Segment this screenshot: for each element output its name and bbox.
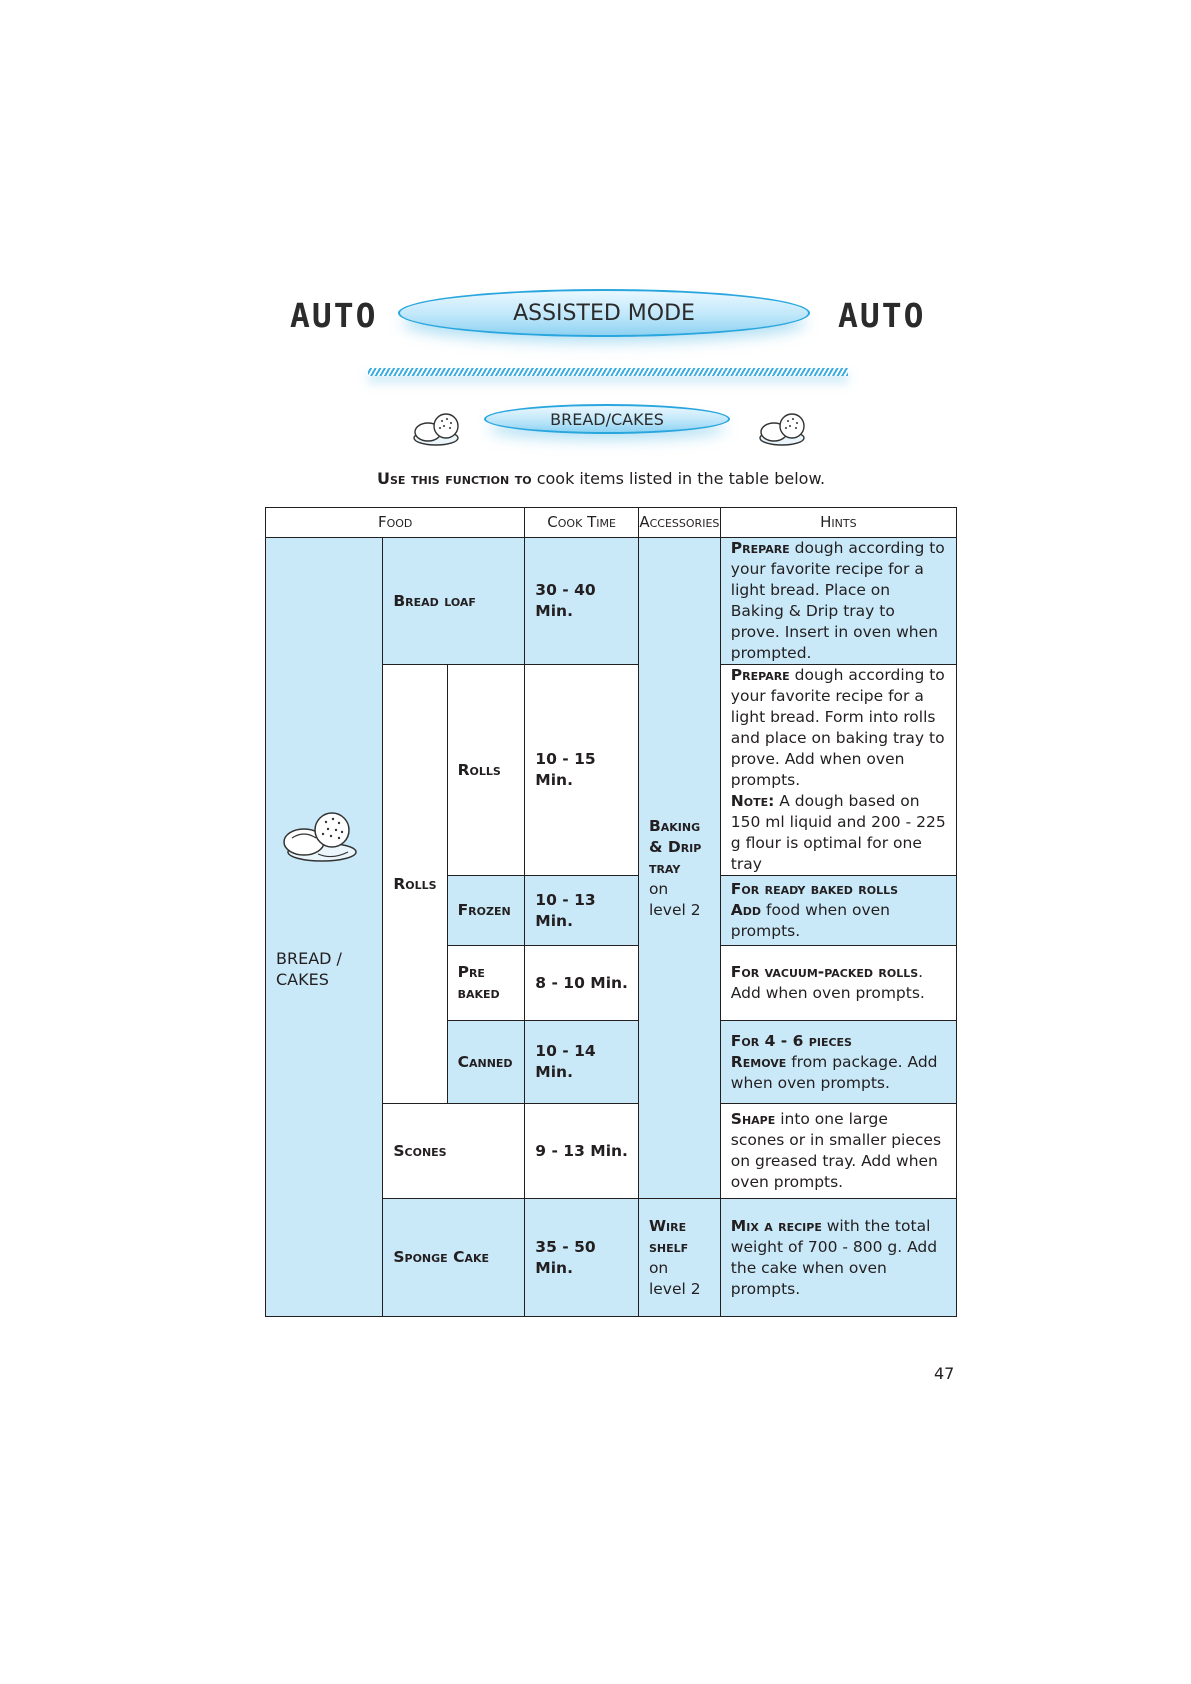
hint-text: dough according to your favorite recipe for a light bread. Form into rolls and place on baking tray to prove. Add when oven prompts. <box>730 666 945 789</box>
page-number: 47 <box>934 1364 955 1383</box>
hint-text: from package. Add when oven prompts. <box>730 1052 938 1092</box>
hint-lead: For 4 - 6 pieces <box>730 1031 852 1050</box>
hint-pre-baked <box>720 946 956 1021</box>
accessory-wire-name: Wire shelf <box>648 1216 689 1256</box>
time-sponge-cake: 35 - 50 Min. <box>525 1199 639 1317</box>
hint-lead: Remove <box>730 1052 787 1071</box>
food-bread-loaf: Bread loaf <box>383 538 525 665</box>
hint-rolls <box>720 665 956 876</box>
intro-body: cook items listed in the table below. <box>531 469 826 488</box>
bread-icon <box>278 806 364 864</box>
hint-bread-loaf <box>720 538 956 665</box>
hint-text: food when oven prompts. <box>730 901 890 940</box>
hint-canned <box>720 1021 956 1104</box>
food-frozen: Frozen <box>447 876 525 946</box>
time-bread-loaf: 30 - 40 Min. <box>525 538 639 665</box>
hint-lead: For vacuum-packed rolls <box>730 963 919 981</box>
header-hints: Hints <box>720 508 956 538</box>
hint-text: . Add when oven prompts. <box>730 963 925 1002</box>
note-lead: Note: <box>730 792 775 810</box>
time-rolls: 10 - 15 Min. <box>525 665 639 876</box>
food-rolls: Rolls <box>447 665 525 876</box>
section-title: BREAD/CAKES <box>550 409 664 429</box>
time-pre-baked: 8 - 10 Min. <box>525 946 639 1021</box>
food-pre-baked: Pre baked <box>447 946 525 1021</box>
hint-lead: Prepare <box>730 539 790 557</box>
hint-frozen <box>720 876 956 946</box>
time-frozen: 10 - 13 Min. <box>525 876 639 946</box>
hint-text: into one large scones or in smaller pieces on greased tray. Add when oven prompts. <box>730 1110 942 1191</box>
accessory-baking-name: Baking & Drip tray <box>648 816 702 877</box>
hint-sponge-cake <box>720 1199 956 1317</box>
hint-lead: Shape <box>730 1110 776 1128</box>
hint-lead: Mix a recipe <box>730 1216 822 1235</box>
auto-label-left: AUTO <box>290 296 378 335</box>
note-text: A dough based on 150 ml liquid and 200 - 225 g flour is optimal for one tray <box>730 792 946 873</box>
time-canned: 10 - 14 Min. <box>525 1021 639 1104</box>
hint-text: with the total weight of 700 - 800 g. Add the cake when oven prompts. <box>730 1216 938 1298</box>
table-header-row <box>266 508 957 538</box>
header-food: Food <box>266 508 525 538</box>
section-title-banner <box>484 404 730 434</box>
bread-icon <box>756 408 816 448</box>
accessory-wire-cell <box>638 1199 720 1317</box>
intro-lead: Use this function to <box>377 469 532 488</box>
cooking-table <box>265 507 957 1317</box>
accessory-baking-cell <box>638 538 720 1199</box>
food-sponge-cake: Sponge Cake <box>383 1199 525 1317</box>
food-rolls-group: Rolls <box>383 665 447 1104</box>
time-scones: 9 - 13 Min. <box>525 1104 639 1199</box>
decorative-divider <box>368 368 848 376</box>
hint-lead: Add <box>730 901 762 919</box>
bread-icon <box>410 408 470 448</box>
food-canned: Canned <box>447 1021 525 1104</box>
table-row <box>266 538 957 665</box>
hint-lead: Prepare <box>730 666 790 684</box>
accessory-baking-level: on level 2 <box>648 879 701 919</box>
auto-label-right: AUTO <box>838 296 926 335</box>
hint-text: dough according to your favorite recipe for a light bread. Place on Baking & Drip tray to prove. Insert in oven when prompted. <box>730 539 945 662</box>
header-accessories: Accessories <box>638 508 720 538</box>
hint-lead: For ready baked rolls <box>730 880 899 898</box>
accessory-wire-level: on level 2 <box>648 1258 701 1298</box>
food-scones: Scones <box>383 1104 525 1199</box>
mode-title: ASSISTED MODE <box>513 300 695 326</box>
mode-title-banner <box>398 289 810 337</box>
header-cook-time: Cook Time <box>525 508 639 538</box>
intro-text <box>377 469 825 488</box>
category-label: BREAD / CAKES <box>276 949 342 989</box>
category-cell <box>266 538 383 1317</box>
hint-scones <box>720 1104 956 1199</box>
